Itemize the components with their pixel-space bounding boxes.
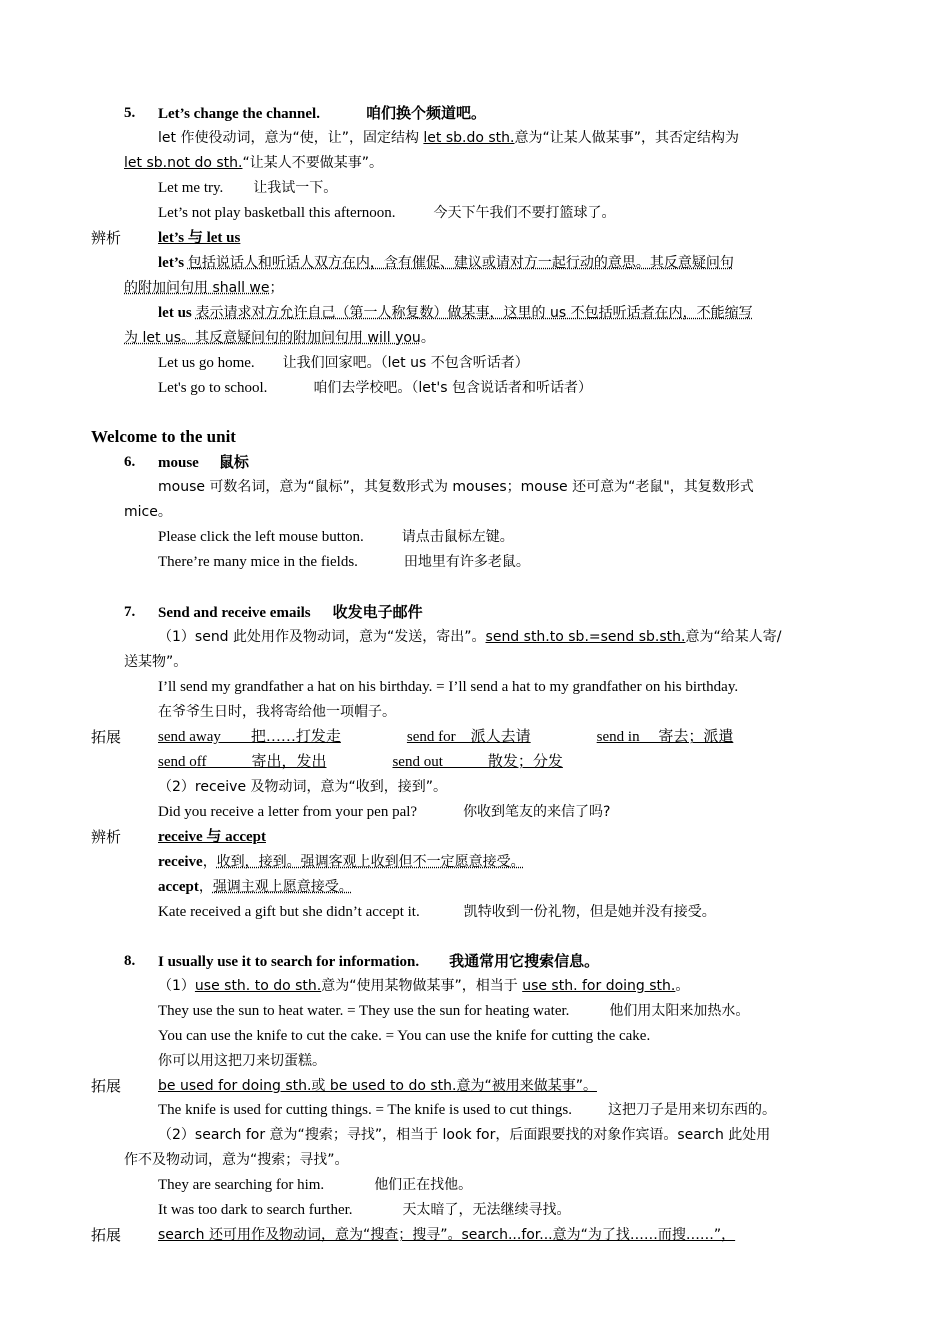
s7-para-line2: 送某物”。 bbox=[124, 654, 188, 670]
s8-ext2-tag: 拓展 bbox=[91, 1226, 122, 1244]
s7-ex3-zh: 凯特收到一份礼物，但是她并没有接受。 bbox=[463, 904, 716, 920]
s8-example-2-zh: 你可以用这把刀来切蛋糕。 bbox=[158, 1053, 326, 1069]
s8-example-2-en: You can use the knife to cut the cake. = You can use the knife for cutting the cake. bbox=[158, 1028, 651, 1044]
s7-title-en: Send and receive emails bbox=[158, 605, 311, 621]
s7-para-receive: （2）receive 及物动词，意为“收到，接到”。 bbox=[158, 779, 448, 795]
s7-ext-send-out: send out 散发；分发 bbox=[392, 754, 563, 770]
s5-title-zh: 咱们换个频道吧。 bbox=[365, 104, 486, 122]
s7-p1c: 意为“给某人寄/ bbox=[685, 629, 782, 645]
s6-example-2 bbox=[158, 552, 530, 572]
s7-ext-tag: 拓展 bbox=[91, 728, 122, 746]
s5-number: 5. bbox=[124, 105, 136, 121]
s6-ex1-zh: 请点击鼠标左键。 bbox=[401, 529, 514, 545]
s7-number: 7. bbox=[124, 604, 136, 620]
bx1-lets-line1 bbox=[158, 253, 734, 273]
s5-ex2-zh: 今天下午我们不要打篮球了。 bbox=[433, 205, 616, 221]
bx1-ex2-zh: 咱们去学校吧。（let's 包含说话者和听话者） bbox=[313, 380, 592, 396]
s8-example-1 bbox=[158, 1001, 749, 1021]
s8-example-5 bbox=[158, 1200, 571, 1220]
bx1-lets-text2: 的附加问句用 shall we bbox=[124, 280, 270, 296]
s7-example-1-en: I’ll send my grandfather a hat on his birthday. = I’ll send a hat to my grandfather on his birthday. bbox=[158, 679, 739, 695]
bx1-letus-text1: 表示请求对方允许自己（第一人称复数）做某事，这里的 us 不包括听话者在内，不能缩写 bbox=[195, 305, 753, 321]
s7-example-3 bbox=[158, 902, 716, 922]
s6-heading bbox=[158, 452, 249, 473]
s5-p1a: let 作使役动词，意为“使，让”，固定结构 bbox=[158, 130, 424, 146]
s8-ex3-zh: 这把刀子是用来切东西的。 bbox=[607, 1102, 776, 1118]
s6-example-1 bbox=[158, 527, 514, 547]
s6-ex2-en: There’re many mice in the fields. bbox=[158, 554, 358, 570]
s7-ex3-en: Kate received a gift but she didn’t accept it. bbox=[158, 904, 420, 920]
s8-p1c: 意为“使用某物做某事”，相当于 bbox=[321, 978, 523, 994]
s7-bx-receive: receive，收到，接到。强调客观上收到但不一定愿意接受。 bbox=[158, 854, 525, 870]
s7-receive-label: receive bbox=[158, 854, 203, 870]
s8-number: 8. bbox=[124, 953, 136, 969]
s6-title-zh: 鼠标 bbox=[218, 453, 249, 471]
s6-ex2-zh: 田地里有许多老鼠。 bbox=[403, 554, 530, 570]
bx1-lets-label: let’s bbox=[158, 255, 185, 271]
s7-p1a: （1）send 此处用作及物动词，意为“发送，寄出”。 bbox=[158, 629, 486, 645]
s8-p1b: use sth. to do sth. bbox=[194, 978, 322, 994]
s7-p1b: send sth.to sb.=send sb.sth. bbox=[485, 629, 686, 645]
s7-accept-label: accept bbox=[158, 879, 199, 895]
bx1-ex1-zh: 让我们回家吧。（let us 不包含听话者） bbox=[282, 355, 529, 371]
s8-ex3-en: The knife is used for cutting things. = The knife is used to cut things. bbox=[158, 1102, 572, 1118]
bx1-letus-text2: 为 let us。其反意疑问句的附加问句用 will you bbox=[124, 330, 421, 346]
s7-ext-row2 bbox=[158, 752, 563, 772]
bx1-example-1 bbox=[158, 353, 529, 373]
s8-heading bbox=[158, 951, 599, 972]
s8-example-4 bbox=[158, 1175, 472, 1195]
s8-ex5-zh: 天太暗了，无法继续寻找。 bbox=[402, 1202, 571, 1218]
s7-example-1-zh: 在爷爷生日时，我将寄给他一项帽子。 bbox=[158, 704, 396, 720]
s8-ex4-en: They are searching for him. bbox=[158, 1177, 325, 1193]
s5-title-en: Let’s change the channel. bbox=[158, 106, 320, 122]
s8-title-en: I usually use it to search for information. bbox=[158, 954, 420, 970]
s8-title-zh: 我通常用它搜索信息。 bbox=[449, 952, 600, 970]
s7-ext-send-for: send for 派人去请 bbox=[406, 729, 531, 745]
s7-bx-tag: 辨析 bbox=[91, 828, 122, 846]
s8-para2-line1: （2）search for 意为“搜索；寻找”，相当于 look for，后面跟要找的对象作宾语。search 此处用 bbox=[158, 1127, 771, 1143]
s8-ext2-text: search 还可用作及物动词，意为“搜查；搜寻”。search...for...意为“为了找……而搜……”， bbox=[158, 1227, 736, 1243]
s5-para-line1 bbox=[158, 128, 739, 148]
s5-example-2 bbox=[158, 203, 615, 223]
s6-ex1-en: Please click the left mouse button. bbox=[158, 529, 364, 545]
s7-bx-title: receive 与 accept bbox=[158, 829, 266, 845]
s5-p1c: 意为“让某人做某事”，其否定结构为 bbox=[514, 130, 740, 146]
s8-ext-text: be used for doing sth.或 be used to do sth.意为“被用来做某事”。 bbox=[158, 1078, 597, 1094]
s5-para-line2 bbox=[124, 153, 383, 173]
bx1-lets-line2 bbox=[124, 278, 284, 298]
s8-ex5-en: It was too dark to search further. bbox=[158, 1202, 353, 1218]
s6-para-line1: mouse 可数名词，意为“鼠标”，其复数形式为 mouses；mouse 还可意为“老鼠"，其复数形式 bbox=[158, 479, 754, 495]
s7-ex2-zh: 你收到笔友的来信了吗? bbox=[463, 804, 611, 820]
bx1-letus-line2 bbox=[124, 328, 435, 348]
s5-p2b: “让某人不要做某事”。 bbox=[242, 155, 383, 171]
bx1-title: let’s 与 let us bbox=[158, 230, 241, 246]
s7-ext-send-in: send in 寄去；派遣 bbox=[596, 729, 734, 745]
bx1-ex1-en: Let us go home. bbox=[158, 355, 255, 371]
s7-bx-accept: accept，强调主观上愿意接受。 bbox=[158, 879, 353, 895]
s5-ex1-zh: 让我试一下。 bbox=[253, 180, 338, 196]
s7-ext-row1 bbox=[158, 727, 733, 747]
s7-example-2 bbox=[158, 802, 611, 822]
s6-title-en: mouse bbox=[158, 455, 199, 471]
s5-p2a: let sb.not do sth. bbox=[124, 155, 243, 171]
s7-ex2-en: Did you receive a letter from your pen pal? bbox=[158, 804, 418, 820]
s7-receive-text: 收到，接到。强调客观上收到但不一定愿意接受。 bbox=[216, 854, 525, 870]
bx1-lets-end: ； bbox=[269, 280, 284, 296]
s8-p1a: （1） bbox=[158, 978, 195, 994]
bx1-letus-label: let us bbox=[158, 305, 192, 321]
s8-p1e: 。 bbox=[675, 978, 690, 994]
s6-para-line2: mice。 bbox=[124, 504, 172, 520]
s7-ext-send-off: send off 寄出，发出 bbox=[158, 754, 327, 770]
s7-ext-send-away: send away 把……打发走 bbox=[158, 729, 341, 745]
s5-heading bbox=[158, 103, 486, 124]
s5-ex2-en: Let’s not play basketball this afternoon. bbox=[158, 205, 396, 221]
s8-para2-line2: 作不及物动词，意为“搜索；寻找”。 bbox=[124, 1152, 349, 1168]
bx1-tag: 辨析 bbox=[91, 229, 122, 247]
s5-ex1-en: Let me try. bbox=[158, 180, 224, 196]
s8-p1d: use sth. for doing sth. bbox=[522, 978, 676, 994]
s7-para-line1 bbox=[158, 627, 781, 647]
s8-ex1-zh: 他们用太阳来加热水。 bbox=[609, 1003, 750, 1019]
s5-p1b: let sb.do sth. bbox=[423, 130, 515, 146]
bx1-lets-text1: 包括说话人和听话人双方在内，含有催促、建议或请对方一起行动的意思。其反意疑问句 bbox=[187, 255, 734, 271]
s6-number: 6. bbox=[124, 454, 136, 470]
section-title: Welcome to the unit bbox=[91, 427, 236, 446]
s8-ext-tag: 拓展 bbox=[91, 1077, 122, 1095]
bx1-letus-end: 。 bbox=[420, 330, 435, 346]
s8-ex4-zh: 他们正在找他。 bbox=[374, 1177, 473, 1193]
s7-title-zh: 收发电子邮件 bbox=[332, 603, 423, 621]
bx1-example-2 bbox=[158, 378, 592, 398]
s8-para-line1 bbox=[158, 976, 689, 996]
bx1-letus-line1 bbox=[158, 303, 753, 323]
bx1-ex2-en: Let's go to school. bbox=[158, 380, 268, 396]
s8-example-3 bbox=[158, 1100, 776, 1120]
s8-ex1-en: They use the sun to heat water. = They use the sun for heating water. bbox=[158, 1003, 570, 1019]
s7-heading bbox=[158, 602, 423, 623]
s7-accept-text: 强调主观上愿意接受。 bbox=[212, 879, 353, 895]
s5-example-1 bbox=[158, 178, 337, 198]
